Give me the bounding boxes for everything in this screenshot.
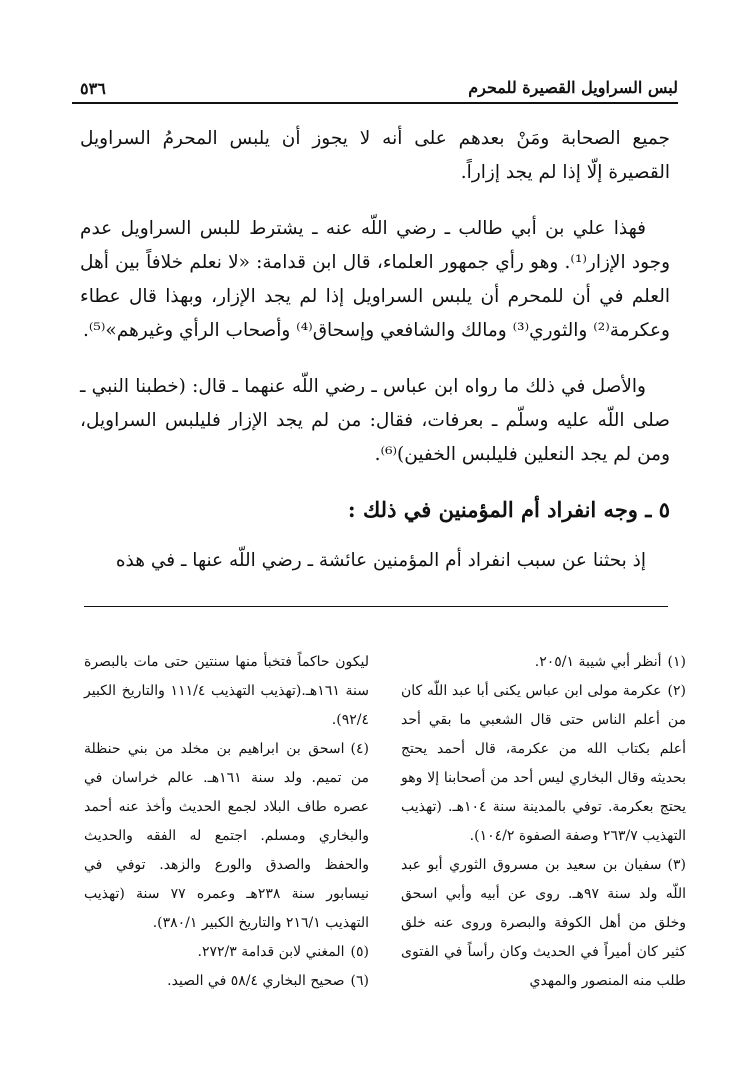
footnote-text: صحيح البخاري ٥٨/٤ في الصيد. <box>167 973 345 989</box>
footnotes-left-column <box>84 648 369 996</box>
footnote-text: اسحق بن ابراهيم بن مخلد من بني حنظلة من تميم. ولد سنة ١٦١هـ. عالم خراسان في عصره طاف البلاد لجمع الحديث وأخذ عنه أحمد والبخاري ومسلم. اجتمع له الفقه والحديث والحفظ والصدق والورع والزهد. توفي في نيسابور سنة ٢٣٨هـ وعمره ٧٧ سنة (تهذيب التهذيب ٢١٦/١ والتاريخ الكبير ٣٨٠/١). <box>84 741 369 931</box>
body-paragraph: جميع الصحابة ومَنْ بعدهم على أنه لا يجوز أن يلبس المحرمُ السراويل القصيرة إلّا إذا لم يجد إزاراً. <box>80 128 670 183</box>
footnote <box>401 677 686 851</box>
footnote <box>401 851 686 996</box>
footnote-text: سفيان بن سعيد بن مسروق الثوري أبو عبد اللّه ولد سنة ٩٧هـ. روى عن أبيه وأبي اسحق وخلق من أهل الكوفة والبصرة وروى عنه خلق كثير كان أميراً في الحديث وكان رأساً في الفتوى طلب منه المنصور والمهدي <box>401 857 687 989</box>
footnote <box>84 735 369 938</box>
footnote <box>84 938 369 967</box>
footnote-continuation: ليكون حاكماً فتخبأ منها سنتين حتى مات بالبصرة سنة ١٦١هـ.(تهذيب التهذيب ١١١/٤ والتاريخ الكبير ٩٢/٤). <box>84 654 370 728</box>
footnote <box>84 967 369 996</box>
footnote-text: المغني لابن قدامة ٢٧٢/٣. <box>197 944 345 960</box>
footnote-separator <box>84 606 668 607</box>
body-paragraph: إذ بحثنا عن سبب انفراد أم المؤمنين عائشة ـ رضي اللّه عنها ـ في هذه <box>115 550 646 571</box>
footnote-text: أنظر أبي شيبة ٢٠٥/١. <box>534 654 662 670</box>
section-heading: ٥ ـ وجه انفراد أم المؤمنين في ذلك : <box>347 497 670 522</box>
footnote-number: (٦) <box>350 973 369 989</box>
footnote-number: (٢) <box>667 683 686 699</box>
footnote-number: (٣) <box>667 857 686 873</box>
body-paragraph: فهذا علي بن أبي طالب ـ رضي اللّه عنه ـ يشترط للبس السراويل عدم وجود الإزار⁽¹⁾. وهو رأي جمهور العلماء، قال ابن قدامة: «لا نعلم خلافاً بين أهل العلم في أن للمحرم أن يلبس السراويل إذا لم يجد الإزار، وبهذا قال عطاء وعكرمة⁽²⁾ والثوري⁽³⁾ ومالك والشافعي وإسحاق⁽⁴⁾ وأصحاب الرأي وغيرهم»⁽⁵⁾. <box>80 218 671 341</box>
footnotes-right-column <box>401 648 686 996</box>
page-number: ٥٣٦ <box>80 79 106 98</box>
main-text <box>80 122 670 600</box>
body-paragraph: والأصل في ذلك ما رواه ابن عباس ـ رضي اللّه عنهما ـ قال: (خطبنا النبي ـ صلى اللّه عليه وسلّم ـ بعرفات، فقال: من لم يجد الإزار فليلبس السراويل، ومن لم يجد النعلين فليلبس الخفين)⁽⁶⁾. <box>80 376 670 465</box>
running-header-title: لبس السراويل القصيرة للمحرم <box>468 78 678 97</box>
footnote-text: عكرمة مولى ابن عباس يكنى أبا عبد اللّه كان من أعلم الناس حتى قال الشعبي ما بقي أحد أعلم بكتاب الله من عكرمة، قال أحمد يحتج بحديثه وقال البخاري ليس أحد من أصحابنا إلا وهو يحتج بعكرمة. توفي بالمدينة سنة ١٠٤هـ. (تهذيب التهذيب ٢٦٣/٧ وصفة الصفوة ١٠٤/٢). <box>401 683 686 844</box>
footnote <box>401 648 686 677</box>
header-rule <box>72 102 678 104</box>
footnote-number: (١) <box>667 654 686 670</box>
footnote-number: (٤) <box>350 741 369 757</box>
footnote-number: (٥) <box>350 944 369 960</box>
